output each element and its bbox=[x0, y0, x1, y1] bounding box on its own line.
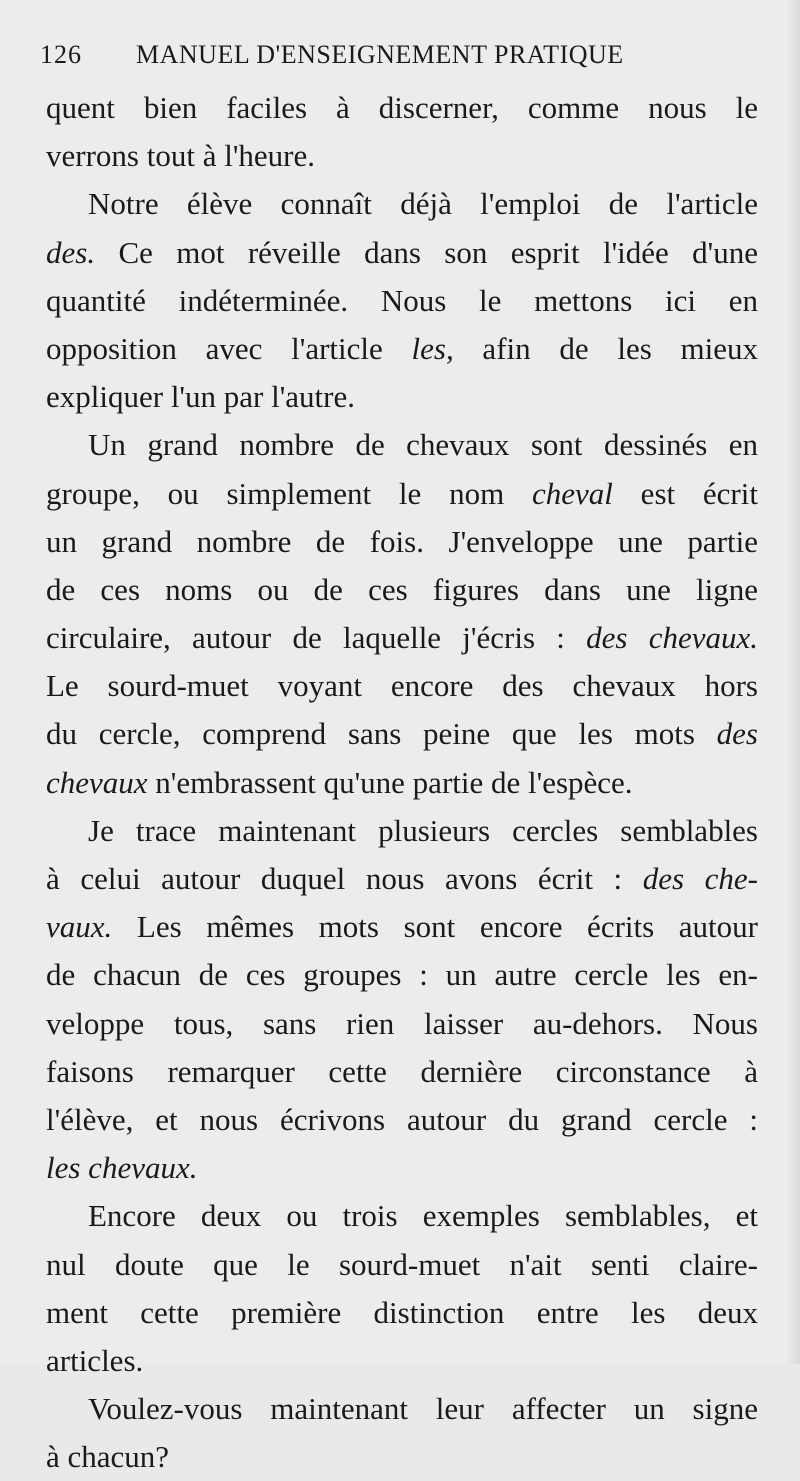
text-line: veloppe tous, sans rien laisser au-dehors. Nous bbox=[46, 1005, 758, 1041]
running-head: MANUEL D'ENSEIGNEMENT PRATIQUE bbox=[136, 40, 624, 69]
paragraph bbox=[46, 180, 758, 421]
body-text bbox=[46, 84, 758, 1481]
paragraph bbox=[46, 421, 758, 807]
paragraph bbox=[46, 1385, 758, 1481]
text-line: du cercle, comprend sans peine que les mots des bbox=[46, 716, 758, 752]
text-line: de ces noms ou de ces figures dans une ligne bbox=[46, 571, 758, 607]
text-line: Le sourd-muet voyant encore des chevaux hors bbox=[46, 668, 758, 704]
text-line: de chacun de ces groupes : un autre cercle les en- bbox=[46, 957, 758, 993]
text-line: un grand nombre de fois. J'enveloppe une partie bbox=[46, 523, 758, 559]
text-line: Notre élève connaît déjà l'emploi de l'article bbox=[88, 186, 758, 222]
text-line: Encore deux ou trois exemples semblables, et bbox=[88, 1198, 758, 1234]
page-number: 126 bbox=[40, 40, 82, 69]
text-line: Un grand nombre de chevaux sont dessinés en bbox=[88, 427, 758, 463]
text-line: verrons tout à l'heure. bbox=[46, 138, 315, 174]
text-line: les chevaux. bbox=[46, 1150, 198, 1186]
text-line: opposition avec l'article les, afin de les mieux bbox=[46, 330, 758, 366]
text-line: chevaux n'embrassent qu'une partie de l'espèce. bbox=[46, 764, 633, 800]
text-line: à chacun? bbox=[46, 1439, 170, 1475]
page-header bbox=[40, 40, 770, 80]
text-line: quent bien faciles à discerner, comme nous le bbox=[46, 90, 758, 125]
paragraph bbox=[46, 807, 758, 1193]
paragraph bbox=[46, 84, 758, 180]
text-line: à celui autour duquel nous avons écrit : des che- bbox=[46, 861, 758, 896]
text-line: ment cette première distinction entre les deux bbox=[46, 1294, 758, 1330]
text-line: expliquer l'un par l'autre. bbox=[46, 379, 356, 415]
text-line: groupe, ou simplement le nom cheval est écrit bbox=[46, 475, 758, 511]
text-line: articles. bbox=[46, 1342, 144, 1378]
text-line: Je trace maintenant plusieurs cercles semblables bbox=[88, 812, 758, 848]
text-line: nul doute que le sourd-muet n'ait senti claire- bbox=[46, 1246, 758, 1282]
text-line: quantité indéterminée. Nous le mettons ici en bbox=[46, 282, 758, 318]
text-line: des. Ce mot réveille dans son esprit l'idée d'une bbox=[46, 234, 758, 270]
text-line: l'élève, et nous écrivons autour du grand cercle : bbox=[46, 1101, 758, 1137]
text-line: circulaire, autour de laquelle j'écris : des chevaux. bbox=[46, 620, 758, 656]
paragraph bbox=[46, 1192, 758, 1385]
text-line: vaux. Les mêmes mots sont encore écrits autour bbox=[46, 909, 758, 945]
text-line: faisons remarquer cette dernière circonstance à bbox=[46, 1053, 758, 1089]
text-line: Voulez-vous maintenant leur affecter un signe bbox=[88, 1391, 758, 1427]
